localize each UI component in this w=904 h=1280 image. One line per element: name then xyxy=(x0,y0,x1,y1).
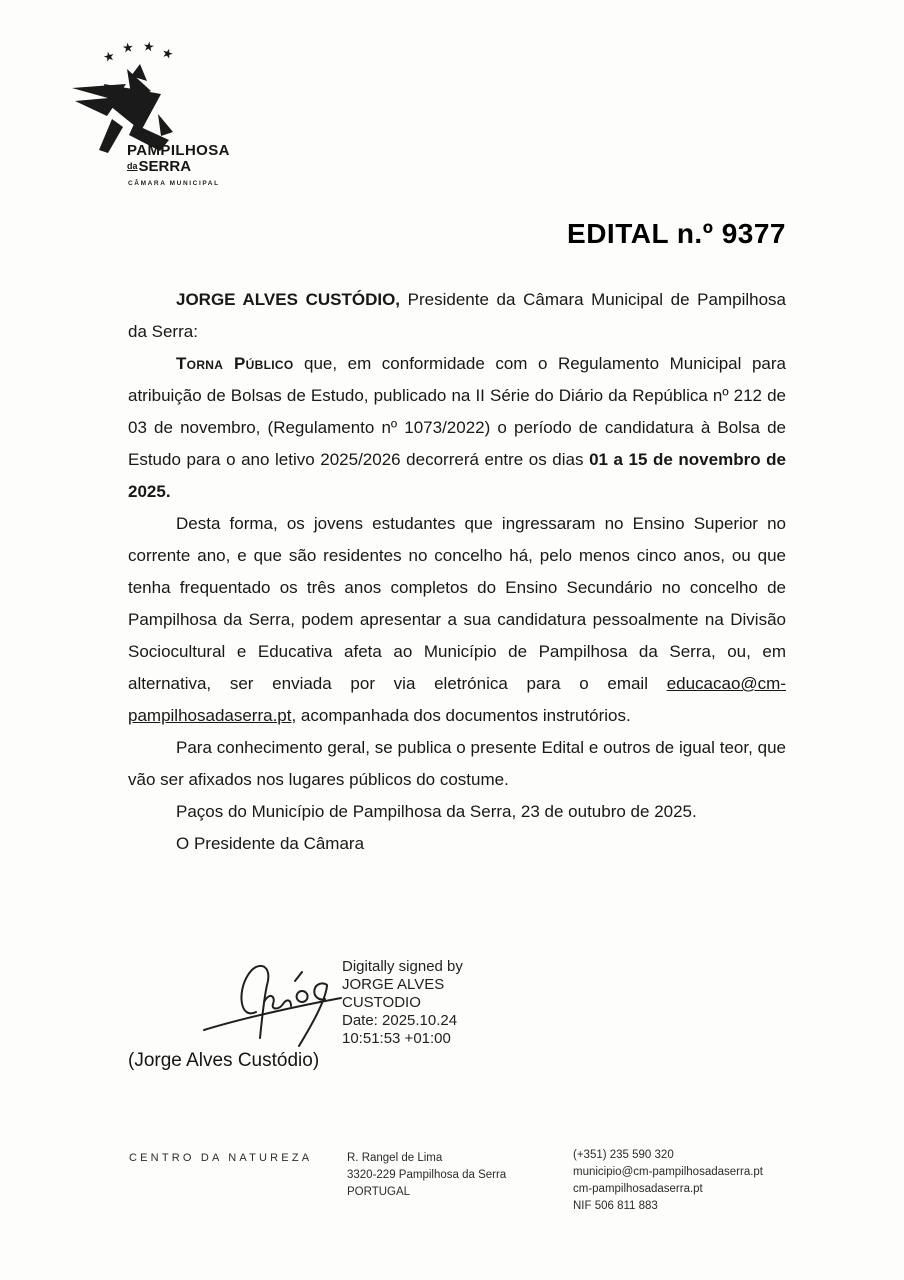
digital-signature-line: 10:51:53 +01:00 xyxy=(342,1030,451,1047)
logo-deer-icon xyxy=(70,34,240,159)
logo-name-line1: PAMPILHOSA xyxy=(127,142,230,159)
logo-da-prefix: da xyxy=(127,161,138,171)
footer-phone: (+351) 235 590 320 xyxy=(573,1149,674,1161)
signoff-line: O Presidente da Câmara xyxy=(176,834,365,853)
footer-website: cm-pampilhosadaserra.pt xyxy=(573,1183,703,1195)
logo-stars-icon xyxy=(102,39,176,66)
footer-address-line: R. Rangel de Lima xyxy=(347,1152,443,1164)
digital-signature-line: Digitally signed by xyxy=(342,958,463,975)
paragraph-candidatura xyxy=(128,508,786,732)
footer-nif: NIF 506 811 883 xyxy=(573,1200,658,1212)
regulation-text: que, em conformidade com o Regulamento Municipal para atribuição de Bolsas de Estudo, publicado na II Série do Diário da República nº 212 de 03 de novembro, (Regulamento nº 1073/2022) o período de candidatura à Bolsa de Estudo para o ano letivo 2025/2026 decorrerá entre os dias xyxy=(128,354,786,469)
email-link: educacao@cm-pampilhosadaserra.pt xyxy=(128,674,786,725)
paragraph-intro xyxy=(128,284,786,348)
svg-text:★: ★ xyxy=(121,40,135,57)
eligibility-text-end: , acompanhada dos documentos instrutórios. xyxy=(291,706,631,725)
document-body xyxy=(128,284,786,860)
logo-name-line2 xyxy=(127,158,191,175)
svg-text:★: ★ xyxy=(101,48,117,67)
footer-address-line: 3320-229 Pampilhosa da Serra xyxy=(347,1169,507,1181)
eligibility-text: Desta forma, os jovens estudantes que ingressaram no Ensino Superior no corrente ano, e que são residentes no concelho há, pelo menos cinco anos, ou que tenha frequentado os três anos completos do Ensino Secundário no concelho de Pampilhosa da Serra, podem apresentar a sua candidatura pessoalmente na Divisão Sociocultural e Educativa afeta ao Município de Pampilhosa da Serra, ou, em alternativa, ser enviada por via eletrónica para o email xyxy=(128,514,786,693)
footer-contact xyxy=(573,1147,763,1215)
footer-address-line: PORTUGAL xyxy=(347,1186,411,1198)
digital-signature-line: Date: 2025.10.24 xyxy=(342,1012,458,1029)
signer-name: (Jorge Alves Custódio) xyxy=(128,1050,320,1071)
edital-title: EDITAL n.º 9377 xyxy=(567,218,786,249)
footer-tagline: CENTRO DA NATUREZA xyxy=(129,1152,313,1164)
torna-publico-smallcaps: Torna Público xyxy=(176,354,294,373)
president-name-bold: JORGE ALVES CUSTÓDIO, xyxy=(176,290,401,309)
logo-serra: SERRA xyxy=(138,158,192,175)
logo-subtitle: CÂMARA MUNICIPAL xyxy=(128,180,220,187)
footer-address xyxy=(347,1150,506,1201)
paragraph-torna-publico xyxy=(128,348,786,508)
digital-signature-line: CUSTODIO xyxy=(342,994,421,1011)
date-line: Paços do Município de Pampilhosa da Serra, 23 de outubro de 2025. xyxy=(176,802,697,821)
digital-signature-line: JORGE ALVES xyxy=(342,976,445,993)
footer-email: municipio@cm-pampilhosadaserra.pt xyxy=(573,1166,764,1178)
svg-text:★: ★ xyxy=(159,45,176,64)
application-dates-bold: 01 a 15 de novembro de 2025. xyxy=(128,450,786,501)
municipal-logo xyxy=(70,34,245,204)
svg-text:★: ★ xyxy=(141,39,156,56)
intro-rest: Presidente da Câmara Municipal de Pampilhosa da Serra: xyxy=(128,290,786,341)
handwritten-signature-icon xyxy=(198,948,348,1053)
paragraph-conhecimento: Para conhecimento geral, se publica o presente Edital e outros de igual teor, que vão ser afixados nos lugares públicos do costume. xyxy=(128,738,786,789)
digital-signature-block xyxy=(342,958,463,1048)
